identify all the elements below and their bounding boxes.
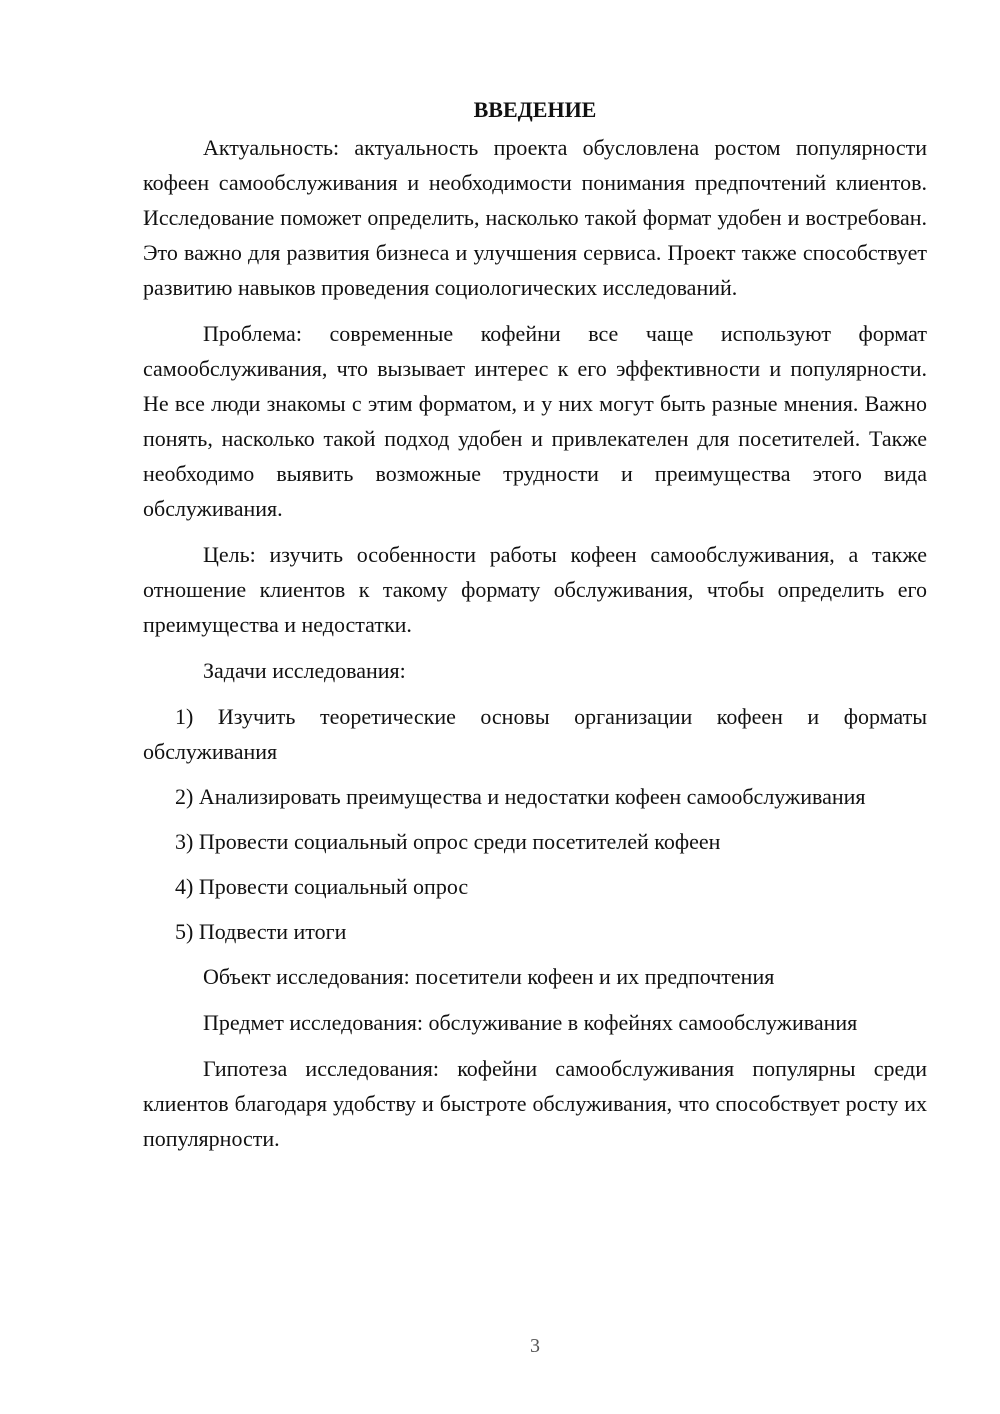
paragraph-subject: Предмет исследования: обслуживание в кофейнях самообслуживания: [203, 1010, 858, 1035]
paragraph-problem: Проблема: современные кофейни все чаще используют формат самообслуживания, что вызывает интерес к его эффективности и популярности. Не все люди знакомы с этим форматом, и у них могут быть разные мнения. Важно понять, насколько такой подход удобен и привлекателен для посетителей. Также необходимо выявить возможные трудности и преимущества этого вида обслуживания.: [143, 321, 927, 521]
paragraph-tasks-heading: Задачи исследования:: [203, 658, 406, 683]
task-item-2: 2) Анализировать преимущества и недостатки кофеен самообслуживания: [175, 784, 866, 809]
paragraph-object: Объект исследования: посетители кофеен и их предпочтения: [203, 964, 775, 989]
task-item-5: 5) Подвести итоги: [175, 919, 347, 944]
paragraph-hypothesis: Гипотеза исследования: кофейни самообслуживания популярны среди клиентов благодаря удобству и быстроте обслуживания, что способствует росту их популярности.: [143, 1056, 927, 1151]
document-body: [143, 92, 927, 1167]
page-number: 3: [530, 1335, 540, 1357]
task-item-4: 4) Провести социальный опрос: [175, 874, 469, 899]
task-item-3: 3) Провести социальный опрос среди посетителей кофеен: [175, 829, 721, 854]
task-item-1: 1) Изучить теоретические основы организации кофеен и форматы обслуживания: [143, 704, 927, 764]
paragraph-relevance: Актуальность: актуальность проекта обусловлена ростом популярности кофеен самообслуживания и необходимости понимания предпочтений клиентов. Исследование поможет определить, насколько такой формат удобен и востребован. Это важно для развития бизнеса и улучшения сервиса. Проект также способствует развитию навыков проведения социологических исследований.: [143, 135, 927, 300]
page-title: ВВЕДЕНИЕ: [473, 97, 597, 122]
paragraph-goal: Цель: изучить особенности работы кофеен самообслуживания, а также отношение клиентов к такому формату обслуживания, чтобы определить его преимущества и недостатки.: [143, 542, 927, 637]
